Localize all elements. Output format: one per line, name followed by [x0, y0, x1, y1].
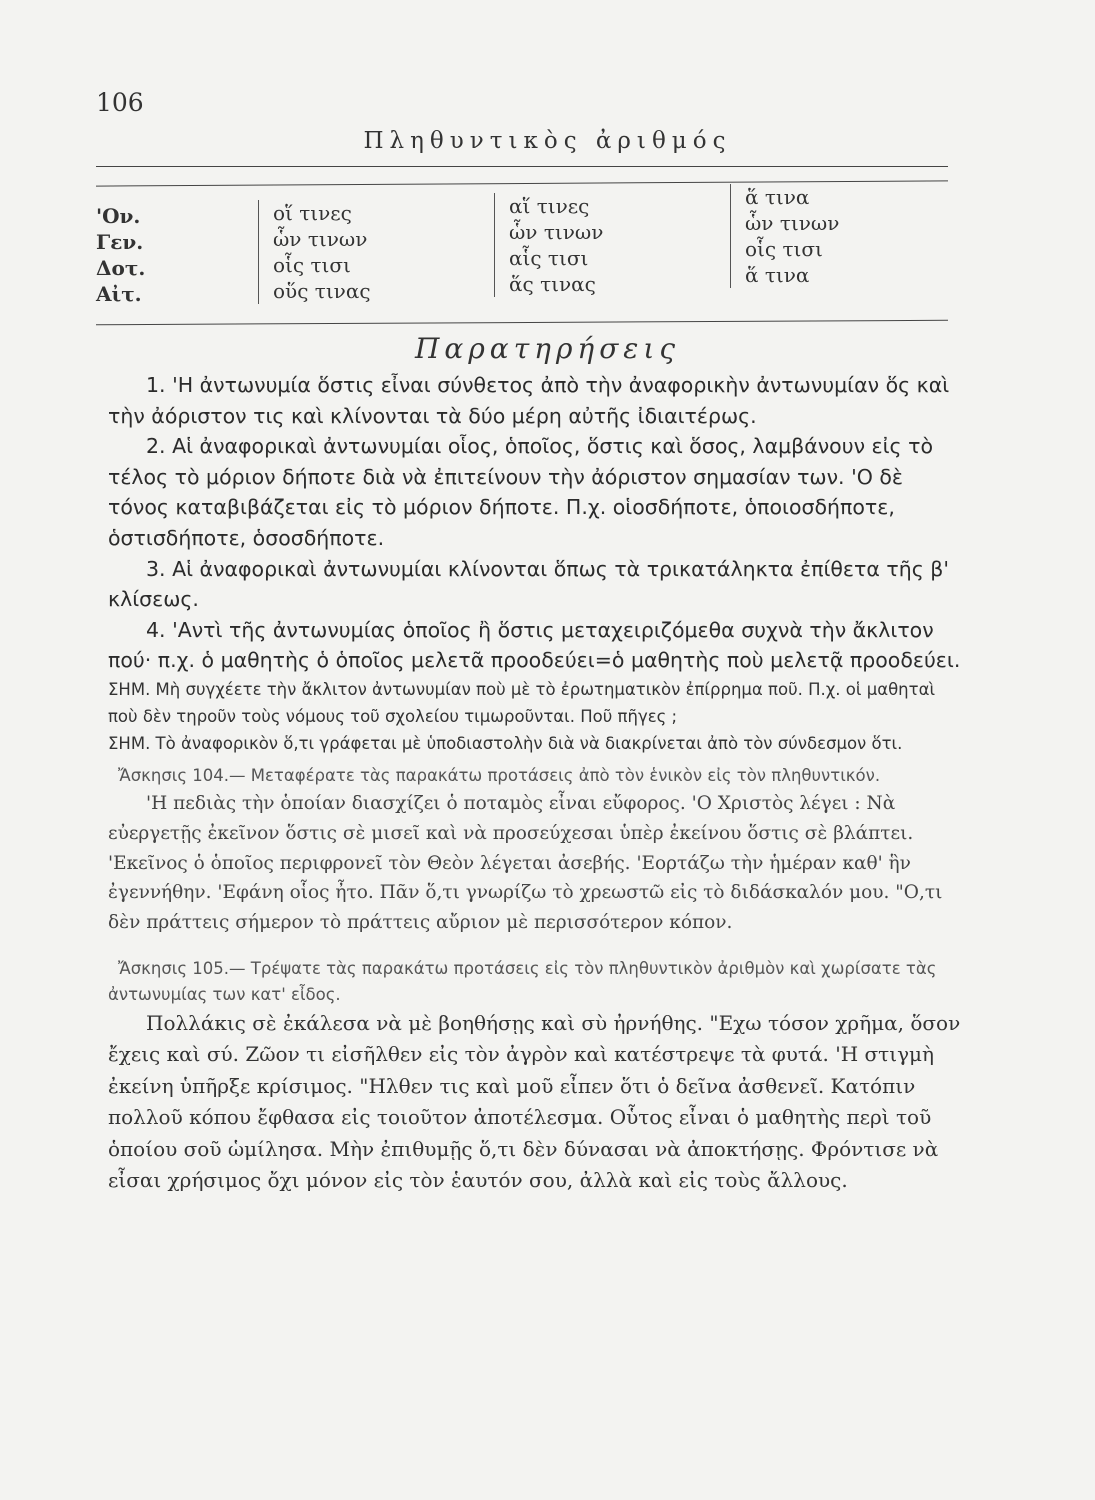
form-cell: οἷς τισι [745, 237, 823, 261]
exercise-105-instruction: Ἄσκησις 105.— Τρέψατε τὰς παρακάτω προτάσεις εἰς τὸν πληθυντικὸν ἀριθμὸν καὶ χωρίσατε τὰς ἀντωνυμίας των κατ' εἶδος. [108, 958, 937, 1004]
case-label: Αἰτ. [96, 282, 142, 306]
form-cell: αἷς τισι [509, 246, 589, 270]
case-label: 'Ον. [96, 204, 141, 228]
form-cell: αἵ τινες [509, 194, 590, 218]
notes-heading: Παρατηρήσεις [415, 332, 680, 365]
case-label: Δοτ. [96, 256, 146, 280]
case-labels [96, 203, 145, 307]
table-bottom-rule [96, 320, 948, 325]
note-paragraph-4: 4. 'Αντὶ τῆς ἀντωνυμίας ὁποῖος ἢ ὅστις μεταχειριζόμεθα συχνὰ τὴν ἄκλιτον πού· π.χ. ὁ μαθητὴς ὁ ὁποῖος μελετᾶ προοδεύει=ὁ μαθητὴς ποὺ μελετᾷ προοδεύει. [108, 617, 961, 673]
note-paragraph-1: 1. 'Η ἀντωνυμία ὅστις εἶναι σύνθετος ἀπὸ τὴν ἀναφορικὴν ἀντωνυμίαν ὅς καὶ τὴν ἀόριστον τις καὶ κλίνονται τὰ δύο μέρη αὐτῆς ἰδιαιτέρως. [108, 373, 950, 428]
form-cell: ἅς τινας [509, 272, 596, 296]
form-cell: οἷς τισι [273, 253, 351, 277]
neuter-forms [730, 184, 839, 288]
note-paragraph-2: 2. Αἱ ἀναφορικαὶ ἀντωνυμίαι οἷος, ὁποῖος, ὅστις καὶ ὅσος, λαμβάνουν εἰς τὸ τέλος τὸ μόριον δήποτε διὰ νὰ ἐπιτείνουν τὴν ἀόριστον σημασίαν των. 'Ο δὲ τόνος καταβιβάζεται εἰς τὸ μόριον δήποτε. Π.χ. οἱοσδήποτε, ὁποιοσδήποτε, ὁστισδήποτε, ὁσοσδήποτε. [108, 434, 933, 550]
exercise-104-text: 'Η πεδιὰς τὴν ὁποίαν διασχίζει ὁ ποταμὸς εἶναι εὔφορος. 'Ο Χριστὸς λέγει : Νὰ εὐεργετῇς ἐκεῖνον ὅστις σὲ μισεῖ καὶ νὰ προσεύχεσαι ὑπὲρ ἐκείνου ὅστις σὲ βλάπτει. 'Εκεῖνος ὁ ὁποῖος περιφρονεῖ τὸν Θεὸν λέγεται ἀσεβής. 'Εορτάζω τὴν ἡμέραν καθ' ἣν ἐγεννήθην. 'Εφάνη οἷος ἦτο. Πᾶν ὅ,τι γνωρίζω τὸ χρεωστῶ εἰς τὸ διδάσκαλόν μου. "Ο,τι δὲν πράττεις σήμερον τὸ πράττεις αὔριον μὲ περισσότερον κόπον. [108, 792, 943, 934]
table-top-rule [96, 166, 948, 167]
remark-1: ΣΗΜ. Μὴ συγχέετε τὴν ἄκλιτον ἀντωνυμίαν ποὺ μὲ τὸ ἐρωτηματικὸν ἐπίρρημα ποῦ. Π.χ. οἱ μαθηταὶ ποὺ δὲν τηροῦν τοὺς νόμους τοῦ σχολείου τιμωροῦνται. Ποῦ πῆγες ; [108, 679, 936, 726]
body-text [108, 370, 968, 1197]
form-cell: ὧν τινων [509, 220, 604, 244]
remark-2: ΣΗΜ. Τὸ ἀναφορικὸν ὅ,τι γράφεται μὲ ὑποδιαστολὴν διὰ νὰ διακρίνεται ἀπὸ τὸν σύνδεσμον ὅτι. [108, 733, 903, 753]
form-cell: ἅ τινα [745, 263, 810, 287]
case-label: Γεν. [96, 230, 144, 254]
page-number: 106 [96, 88, 144, 117]
note-paragraph-3: 3. Αἱ ἀναφορικαὶ ἀντωνυμίαι κλίνονται ὅπως τὰ τρικατάληκτα ἐπίθετα τῆς β' κλίσεως. [108, 556, 949, 612]
form-cell: οἵ τινες [273, 201, 352, 225]
form-cell: ἅ τινα [745, 185, 810, 209]
form-cell: ὧν τινων [745, 211, 840, 235]
exercise-104-instruction: Ἄσκησις 104.— Μεταφέρατε τὰς παρακάτω προτάσεις ἀπὸ τὸν ἑνικὸν εἰς τὸν πληθυντικόν. [118, 765, 881, 785]
form-cell: οὕς τινας [273, 279, 371, 303]
masculine-forms [258, 200, 371, 304]
exercise-105-text: Πολλάκις σὲ ἐκάλεσα νὰ μὲ βοηθήσῃς καὶ σὺ ἠρνήθης. "Εχω τόσον χρῆμα, ὅσον ἔχεις καὶ σύ. Ζῶον τι εἰσῆλθεν εἰς τὸν ἀγρὸν καὶ κατέστρεψε τὰ φυτά. 'Η στιγμὴ ἐκείνη ὑπῆρξε κρίσιμος. "Ηλθεν τις καὶ μοῦ εἶπεν ὅτι ὁ δεῖνα ἀσθενεῖ. Κατόπιν πολλοῦ κόπου ἔφθασα εἰς τοιοῦτον ἀποτέλεσμα. Οὗτος εἶναι ὁ μαθητὴς περὶ τοῦ ὁποίου σοῦ ὡμίλησα. Μὴν ἐπιθυμῇς ὅ,τι δὲν δύνασαι νὰ ἀποκτήσῃς. Φρόντισε νὰ εἶσαι χρήσιμος ὄχι μόνον εἰς τὸν ἑαυτόν σου, ἀλλὰ καὶ εἰς τοὺς ἄλλους. [108, 1010, 961, 1193]
form-cell: ὧν τινων [273, 227, 368, 251]
table-title: Πληθυντικὸς ἀριθμός [363, 128, 732, 154]
feminine-forms [494, 193, 603, 297]
